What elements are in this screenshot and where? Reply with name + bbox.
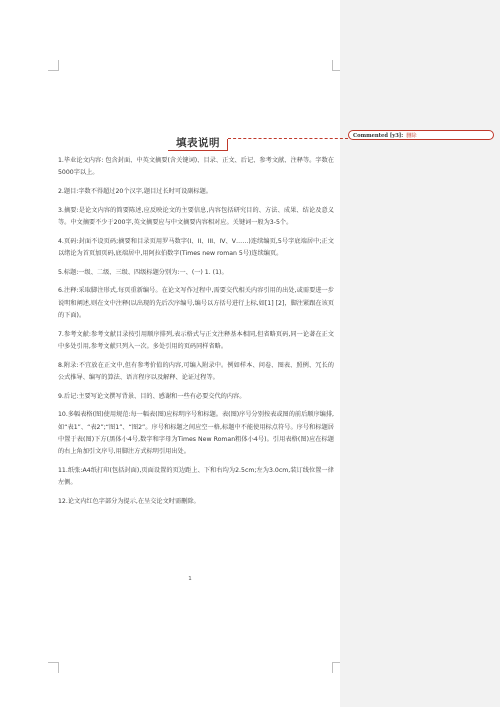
instruction-paragraph-6[interactable]: 6.注释:采取脚注形式,每页重新编号。在论文写作过程中,需要交代相关内容引用的出处,或需要进一步说明和阐述,则在文中注释(以出现的先后次序编号,编号以方括号进行上标,如[1] [2]，脚注紧跟在该页的下面)。 [58, 287, 334, 319]
instruction-paragraph-4[interactable]: 4.页码:封面不设页码;摘要和目录页用罗马数字(I、II、III、IV、V……)连续编页,5号字底端居中;正文以绪论为首页加页码,底端居中,用阿拉伯数字(Times new roman 5号)连续编页。 [58, 237, 334, 257]
page-title[interactable]: 填表说明 [168, 136, 228, 151]
instructions-body [58, 155, 334, 515]
instruction-paragraph-11[interactable]: 11.纸张:A4纸打印(包括封面),页面设置的页边距上、下和右均为2.5cm;左为3.0cm,装订线位置一律左侧。 [58, 467, 334, 487]
comment-balloon[interactable] [348, 130, 494, 140]
comment-margin-pane [340, 0, 500, 707]
instruction-paragraph-3[interactable]: 3.摘要:是论文内容的简要陈述,应反映论文的主要信息,内容包括研究目的、方法、成果、结论及意义等。中文摘要不少于200字,英文摘要应与中文摘要内容相对应。关键词一般为3-5个。 [58, 206, 334, 226]
crop-mark-bottom-left [48, 662, 59, 673]
instruction-paragraph-10[interactable]: 10.多幅表格(图)使用规范:每一幅表(图)应标明序号和标题。表(图)序号分别按表或图的前后顺序编排,如“表1”、“表2”;“图1”、“图2”。序号和标题之间应空一格,标题中不能使用标点符号。序号和标题居中置于表(图)下方(黑体小4号,数字和字母为Times New Roman粗体小4号)。引用表格(图)应在标题的右上角加引文序号,用脚注方式标明引用出处。 [58, 411, 334, 456]
instruction-paragraph-7[interactable]: 7.参考文献:参考文献目录按引用顺序排列,表示格式与正文注释基本相同,但省略页码,同一论著在正文中多处引用,参考文献只列入一次。多处引用的页码同样省略。 [58, 330, 334, 350]
instruction-paragraph-8[interactable]: 8.附录:不宜放在正文中,但有参考价值的内容,可编入附录中。例如样本、问卷、图表、照例、冗长的公式推导、编写的算法、语言程序以及解释、论证过程等。 [58, 361, 334, 381]
comment-anchor-marker [227, 139, 228, 151]
comment-text: 删除 [406, 133, 417, 139]
comment-label: Commented [y3]: [353, 133, 404, 139]
instruction-paragraph-12[interactable]: 12.论文内红色字部分为提示,在呈交论文时需删除。 [58, 498, 200, 505]
instruction-paragraph-2[interactable]: 2.题目:字数不得超过20个汉字,题目过长时可设副标题。 [58, 188, 212, 195]
crop-mark-top-left [48, 60, 59, 71]
instruction-paragraph-9[interactable]: 9.后记:主要写论文撰写背景、目的、感谢和一些有必要交代的内容。 [58, 392, 246, 400]
page-number: 1 [188, 576, 192, 582]
instruction-paragraph-5[interactable]: 5.标题:一级、二级、三级、四级标题分别为:一、(一) 1. (1)。 [58, 268, 228, 276]
comment-leader-line [228, 138, 348, 140]
instruction-paragraph-1[interactable]: 1.毕业论文内容: 包含封面、中英文摘要(含关键词)、目录、正文、后记、参考文献、注释等。字数在5000字以上。 [58, 157, 334, 177]
